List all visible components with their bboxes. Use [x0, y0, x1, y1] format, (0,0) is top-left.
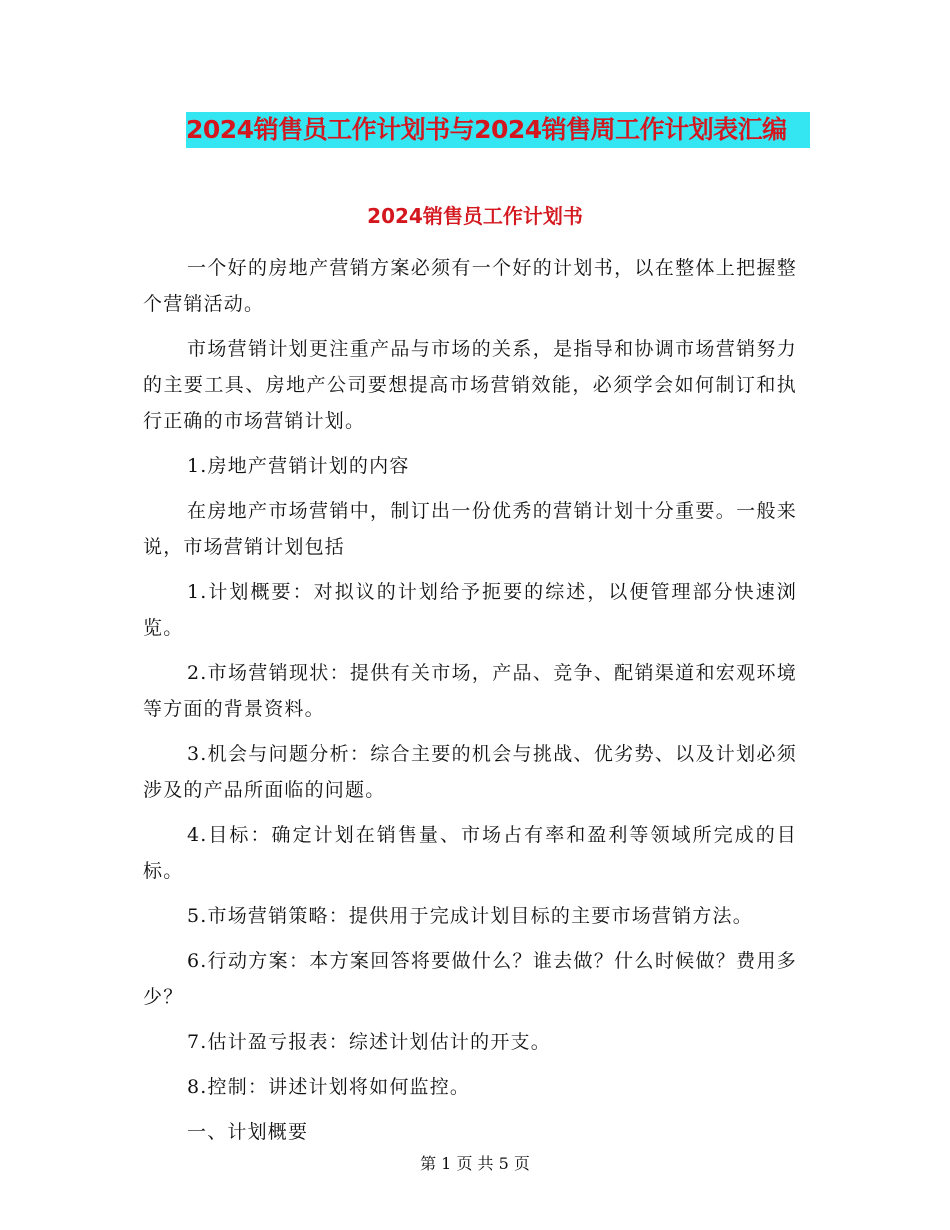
- paragraph: 2.市场营销现状：提供有关市场，产品、竞争、配销渠道和宏观环境等方面的背景资料。: [143, 662, 797, 720]
- paragraph: 5.市场营销策略：提供用于完成计划目标的主要市场营销方法。: [187, 905, 753, 927]
- paragraph: 市场营销计划更注重产品与市场的关系，是指导和协调市场营销努力的主要工具、房地产公司要想提高市场营销效能，必须学会如何制订和执行正确的市场营销计划。: [143, 338, 797, 432]
- paragraph: 1.计划概要：对拟议的计划给予扼要的综述，以便管理部分快速浏览。: [143, 581, 797, 639]
- paragraph: 在房地产市场营销中，制订出一份优秀的营销计划十分重要。一般来说，市场营销计划包括: [143, 500, 797, 558]
- paragraph: 一个好的房地产营销方案必须有一个好的计划书，以在整体上把握整个营销活动。: [143, 257, 797, 315]
- section-title: 2024销售员工作计划书: [367, 204, 583, 228]
- paragraph: 1.房地产营销计划的内容: [187, 455, 410, 477]
- paragraph: 6.行动方案：本方案回答将要做什么？谁去做？什么时候做？费用多少？: [143, 950, 797, 1008]
- paragraph: 4.目标：确定计划在销售量、市场占有率和盈利等领域所完成的目标。: [143, 824, 797, 882]
- paragraph: 8.控制：讲述计划将如何监控。: [187, 1076, 471, 1098]
- paragraph: 7.估计盈亏报表：综述计划估计的开支。: [187, 1031, 551, 1053]
- paragraph: 3.机会与问题分析：综合主要的机会与挑战、优劣势、以及计划必须涉及的产品所面临的问题。: [143, 743, 797, 801]
- document-title: 2024销售员工作计划书与2024销售周工作计划表汇编: [186, 112, 810, 148]
- paragraph: 一、计划概要: [187, 1121, 309, 1143]
- document-body: [143, 250, 797, 1159]
- page-footer: 第 1 页 共 5 页: [420, 1154, 530, 1173]
